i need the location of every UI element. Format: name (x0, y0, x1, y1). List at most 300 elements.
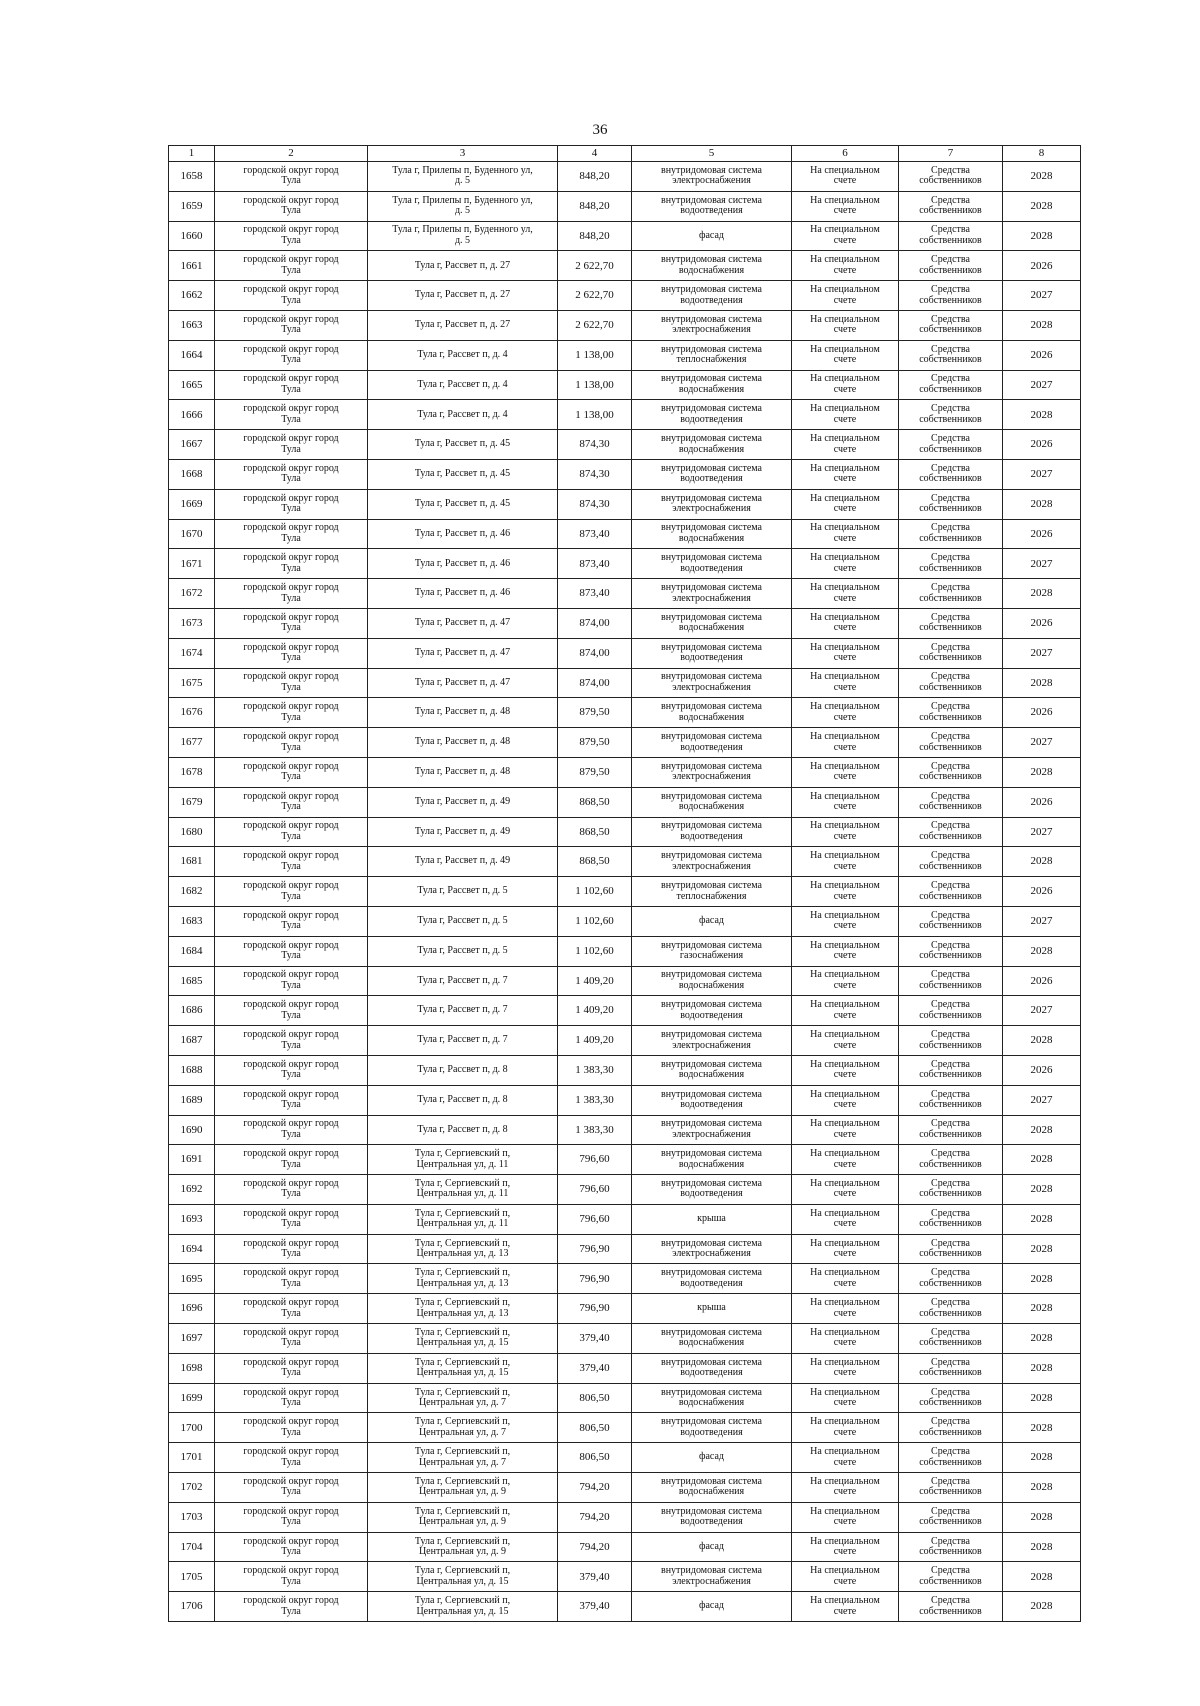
cell-text: 1705 (180, 1570, 203, 1583)
area-cell (558, 847, 632, 877)
repair-schedule-table (168, 145, 1081, 1622)
municipality-cell (215, 281, 368, 311)
cell-text: внутридомовая система электроснабжения (660, 1118, 762, 1140)
funding-source-cell (899, 1264, 1003, 1294)
address-cell (368, 996, 558, 1026)
cell-text: Средства собственников (919, 1148, 982, 1170)
cell-text: 2028 (1030, 766, 1053, 779)
cell-text: 2028 (1030, 1362, 1053, 1375)
address-cell (368, 698, 558, 728)
cell-text: городской округ город Тула (243, 999, 339, 1021)
cell-text: На специальном счете (810, 909, 880, 932)
cell-text: Тула г, Сергиевский п, Центральная ул, д. 9 (414, 1475, 511, 1498)
account-method-cell (792, 1055, 899, 1085)
cell-text: Тула г, Рассвет п, д. 46 (414, 527, 511, 539)
year-cell (1003, 1353, 1081, 1383)
cell-text: Средства собственников (919, 1029, 982, 1051)
area-cell (558, 1175, 632, 1205)
table-row (169, 162, 1081, 192)
row-number-cell (169, 847, 215, 877)
cell-text: На специальном счете (810, 522, 880, 544)
table-row (169, 1383, 1081, 1413)
column-header: 8 (1003, 146, 1081, 162)
work-type-cell (632, 1145, 792, 1175)
cell-text: 1672 (180, 587, 203, 600)
column-header: 5 (632, 146, 792, 162)
cell-text: Средства собственников (919, 701, 982, 723)
work-type-cell (632, 1443, 792, 1473)
account-method-cell (792, 966, 899, 996)
work-type-cell (632, 906, 792, 936)
work-type-cell (632, 251, 792, 281)
area-cell (558, 936, 632, 966)
cell-text: фасад (698, 1540, 724, 1552)
address-cell (368, 340, 558, 370)
cell-text: 1 102,60 (575, 885, 614, 898)
account-method-cell (792, 608, 899, 638)
year-cell (1003, 400, 1081, 430)
cell-text: 2 622,70 (575, 259, 614, 272)
cell-text: 2026 (1030, 527, 1053, 540)
row-number-cell (169, 1502, 215, 1532)
cell-text: На специальном счете (810, 1565, 880, 1587)
cell-text: городской округ город Тула (243, 552, 339, 574)
account-method-cell (792, 728, 899, 758)
cell-text: На специальном счете (810, 1475, 880, 1498)
cell-text: 2028 (1030, 1213, 1053, 1226)
work-type-cell (632, 1532, 792, 1562)
cell-text: 2028 (1030, 1272, 1053, 1285)
row-number-cell (169, 1175, 215, 1205)
funding-source-cell (899, 1055, 1003, 1085)
account-method-cell (792, 1115, 899, 1145)
cell-text: Средства собственников (919, 1058, 982, 1081)
cell-text: 1 409,20 (575, 1004, 614, 1017)
cell-text: На специальном счете (810, 671, 880, 693)
work-type-cell (632, 221, 792, 251)
row-number-cell (169, 1592, 215, 1622)
cell-text: Средства собственников (919, 164, 982, 187)
area-cell (558, 489, 632, 519)
address-cell (368, 1473, 558, 1503)
table-row (169, 1055, 1081, 1085)
cell-text: внутридомовая система газоснабжения (660, 939, 762, 962)
cell-text: 796,90 (579, 1302, 610, 1315)
table-row (169, 459, 1081, 489)
cell-text: 1692 (180, 1183, 203, 1196)
year-cell (1003, 1294, 1081, 1324)
row-number-cell (169, 638, 215, 668)
address-cell (368, 400, 558, 430)
table-row (169, 579, 1081, 609)
funding-source-cell (899, 1204, 1003, 1234)
address-cell (368, 251, 558, 281)
cell-text: 2026 (1030, 348, 1053, 361)
cell-text: внутридомовая система водоснабжения (660, 969, 762, 991)
address-cell (368, 608, 558, 638)
account-method-cell (792, 400, 899, 430)
cell-text: На специальном счете (810, 790, 880, 813)
area-cell (558, 459, 632, 489)
cell-text: 796,60 (579, 1213, 610, 1226)
account-method-cell (792, 1264, 899, 1294)
cell-text: Средства собственников (919, 1565, 982, 1587)
cell-text: На специальном счете (810, 313, 880, 336)
account-method-cell (792, 549, 899, 579)
year-cell (1003, 1145, 1081, 1175)
municipality-cell (215, 191, 368, 221)
cell-text: 874,00 (579, 676, 610, 689)
address-cell (368, 191, 558, 221)
cell-text: городской округ город Тула (243, 343, 339, 366)
cell-text: 2028 (1030, 1511, 1053, 1523)
address-cell (368, 757, 558, 787)
row-number-cell (169, 906, 215, 936)
municipality-cell (215, 1026, 368, 1056)
cell-text: 2028 (1030, 1481, 1053, 1494)
year-cell (1003, 162, 1081, 192)
cell-text: 794,20 (579, 1481, 610, 1494)
address-cell (368, 817, 558, 847)
funding-source-cell (899, 1175, 1003, 1205)
address-cell (368, 906, 558, 936)
table-row (169, 847, 1081, 877)
funding-source-cell (899, 579, 1003, 609)
cell-text: 1699 (180, 1391, 203, 1404)
cell-text: 1 383,30 (575, 1093, 614, 1106)
funding-source-cell (899, 638, 1003, 668)
table-row (169, 370, 1081, 400)
cell-text: городской округ город Тула (243, 790, 339, 813)
cell-text: Тула г, Рассвет п, д. 47 (414, 617, 511, 629)
year-cell (1003, 1592, 1081, 1622)
table-row (169, 1175, 1081, 1205)
cell-text: Средства собственников (919, 1535, 982, 1558)
work-type-cell (632, 608, 792, 638)
account-method-cell (792, 1502, 899, 1532)
cell-text: 1687 (180, 1034, 203, 1047)
cell-text: городской округ город Тула (243, 462, 339, 485)
year-cell (1003, 1055, 1081, 1085)
municipality-cell (215, 1145, 368, 1175)
table-row (169, 966, 1081, 996)
row-number-cell (169, 459, 215, 489)
municipality-cell (215, 430, 368, 460)
column-header: 6 (792, 146, 899, 162)
cell-text: 2027 (1030, 468, 1053, 481)
row-number-cell (169, 251, 215, 281)
area-cell (558, 787, 632, 817)
year-cell (1003, 1324, 1081, 1354)
year-cell (1003, 1204, 1081, 1234)
cell-text: 1671 (180, 557, 203, 570)
municipality-cell (215, 489, 368, 519)
cell-text: 2026 (1030, 795, 1053, 808)
cell-text: Тула г, Сергиевский п, Центральная ул, д. 11 (414, 1148, 511, 1170)
year-cell (1003, 877, 1081, 907)
cell-text: внутридомовая система электроснабжения (660, 1565, 762, 1587)
cell-text: Тула г, Рассвет п, д. 4 (417, 378, 508, 390)
cell-text: внутридомовая система водоснабжения (660, 790, 762, 813)
address-cell (368, 1145, 558, 1175)
row-number-cell (169, 1413, 215, 1443)
work-type-cell (632, 1383, 792, 1413)
cell-text: На специальном счете (810, 1595, 880, 1617)
cell-text: 848,20 (579, 170, 610, 183)
address-cell (368, 489, 558, 519)
account-method-cell (792, 787, 899, 817)
cell-text: 1664 (180, 348, 203, 361)
year-cell (1003, 221, 1081, 251)
area-cell (558, 1294, 632, 1324)
work-type-cell (632, 1473, 792, 1503)
cell-text: 379,40 (579, 1600, 610, 1613)
cell-text: Средства собственников (919, 313, 982, 336)
cell-text: 1662 (180, 289, 203, 302)
column-header: 7 (899, 146, 1003, 162)
table-body (169, 162, 1081, 1622)
year-cell (1003, 608, 1081, 638)
cell-text: 1683 (180, 915, 203, 928)
account-method-cell (792, 847, 899, 877)
cell-text: 1665 (180, 378, 203, 391)
work-type-cell (632, 579, 792, 609)
cell-text: 2028 (1030, 319, 1053, 332)
funding-source-cell (899, 1473, 1003, 1503)
cell-text: 2028 (1030, 408, 1053, 421)
municipality-cell (215, 936, 368, 966)
page-number: 36 (592, 122, 608, 138)
cell-text: Тула г, Прилепы п, Буденного ул, д. 5 (392, 164, 533, 187)
account-method-cell (792, 906, 899, 936)
cell-text: Тула г, Рассвет п, д. 49 (414, 795, 511, 807)
cell-text: Средства собственников (919, 671, 982, 693)
area-cell (558, 906, 632, 936)
cell-text: 2026 (1030, 617, 1053, 630)
cell-text: Тула г, Рассвет п, д. 5 (417, 915, 508, 927)
address-cell (368, 1532, 558, 1562)
municipality-cell (215, 1175, 368, 1205)
table-row (169, 757, 1081, 787)
cell-text: городской округ город Тула (243, 1058, 339, 1081)
cell-text: внутридомовая система электроснабжения (660, 1237, 762, 1260)
area-cell (558, 1234, 632, 1264)
cell-text: 1658 (180, 170, 203, 183)
cell-text: 806,50 (579, 1421, 610, 1434)
work-type-cell (632, 847, 792, 877)
work-type-cell (632, 191, 792, 221)
year-cell (1003, 1234, 1081, 1264)
cell-text: 874,00 (579, 617, 610, 630)
cell-text: городской округ город Тула (243, 1148, 339, 1170)
municipality-cell (215, 1324, 368, 1354)
table-row (169, 489, 1081, 519)
area-cell (558, 638, 632, 668)
cell-text: На специальном счете (810, 701, 880, 723)
cell-text: 1 383,30 (575, 1064, 614, 1077)
cell-text: На специальном счете (810, 1297, 880, 1319)
address-cell (368, 1175, 558, 1205)
account-method-cell (792, 1085, 899, 1115)
cell-text: городской округ город Тула (243, 582, 339, 604)
cell-text: Тула г, Рассвет п, д. 49 (414, 855, 511, 867)
account-method-cell (792, 310, 899, 340)
cell-text: 1661 (180, 259, 203, 272)
cell-text: внутридомовая система водоснабжения (660, 373, 762, 395)
table-row (169, 1264, 1081, 1294)
cell-text: Тула г, Сергиевский п, Центральная ул, д. 11 (414, 1177, 511, 1200)
cell-text: 2026 (1030, 885, 1053, 898)
cell-text: 1689 (180, 1093, 203, 1106)
cell-text: 2026 (1030, 438, 1053, 451)
work-type-cell (632, 1234, 792, 1264)
cell-text: 2028 (1030, 1242, 1053, 1255)
cell-text: 1678 (180, 766, 203, 779)
work-type-cell (632, 757, 792, 787)
cell-text: 1679 (180, 795, 203, 808)
cell-text: городской округ город Тула (243, 1535, 339, 1558)
cell-text: На специальном счете (810, 1088, 880, 1111)
cell-text: городской округ город Тула (243, 1446, 339, 1468)
municipality-cell (215, 1085, 368, 1115)
year-cell (1003, 698, 1081, 728)
account-method-cell (792, 1413, 899, 1443)
cell-text: городской округ город Тула (243, 1297, 339, 1319)
address-cell (368, 310, 558, 340)
account-method-cell (792, 1175, 899, 1205)
municipality-cell (215, 221, 368, 251)
cell-text: 874,30 (579, 468, 610, 481)
row-number-cell (169, 787, 215, 817)
cell-text: На специальном счете (810, 254, 880, 276)
address-cell (368, 1383, 558, 1413)
cell-text: 1688 (180, 1064, 203, 1077)
area-cell (558, 996, 632, 1026)
year-cell (1003, 1264, 1081, 1294)
account-method-cell (792, 1562, 899, 1592)
cell-text: На специальном счете (810, 1386, 880, 1409)
row-number-cell (169, 579, 215, 609)
cell-text: 1675 (180, 676, 203, 689)
area-cell (558, 1473, 632, 1503)
cell-text: городской округ город Тула (243, 760, 339, 783)
area-cell (558, 1264, 632, 1294)
cell-text: внутридомовая система водоснабжения (660, 611, 762, 634)
cell-text: На специальном счете (810, 164, 880, 187)
cell-text: городской округ город Тула (243, 194, 339, 217)
cell-text: 1698 (180, 1362, 203, 1375)
account-method-cell (792, 877, 899, 907)
municipality-cell (215, 787, 368, 817)
cell-text: 2028 (1030, 676, 1053, 689)
cell-text: внутридомовая система водоснабжения (660, 1326, 762, 1349)
cell-text: внутридомовая система водоотведения (660, 641, 762, 664)
cell-text: Тула г, Рассвет п, д. 48 (414, 706, 511, 718)
year-cell (1003, 757, 1081, 787)
municipality-cell (215, 1353, 368, 1383)
work-type-cell (632, 489, 792, 519)
cell-text: На специальном счете (810, 284, 880, 306)
row-number-cell (169, 936, 215, 966)
account-method-cell (792, 698, 899, 728)
row-number-cell (169, 310, 215, 340)
cell-text: Тула г, Рассвет п, д. 45 (414, 497, 511, 509)
work-type-cell (632, 1592, 792, 1622)
table-row (169, 1145, 1081, 1175)
cell-text: 1659 (180, 199, 203, 212)
year-cell (1003, 1413, 1081, 1443)
cell-text: 2028 (1030, 1421, 1053, 1434)
cell-text: фасад (698, 915, 724, 927)
funding-source-cell (899, 549, 1003, 579)
cell-text: внутридомовая система водоотведения (660, 1267, 762, 1289)
cell-text: На специальном счете (810, 373, 880, 395)
cell-text: Средства собственников (919, 1475, 982, 1498)
row-number-cell (169, 877, 215, 907)
work-type-cell (632, 668, 792, 698)
cell-text: 1674 (180, 646, 203, 659)
cell-text: городской округ город Тула (243, 1088, 339, 1111)
cell-text: На специальном счете (810, 403, 880, 425)
cell-text: Средства собственников (919, 611, 982, 634)
row-number-cell (169, 400, 215, 430)
municipality-cell (215, 817, 368, 847)
cell-text: Тула г, Сергиевский п, Центральная ул, д. 13 (414, 1237, 511, 1260)
row-number-cell (169, 1532, 215, 1562)
cell-text: Тула г, Рассвет п, д. 48 (414, 736, 511, 748)
cell-text: 2028 (1030, 1600, 1053, 1613)
account-method-cell (792, 668, 899, 698)
address-cell (368, 549, 558, 579)
cell-text: 1670 (180, 527, 203, 540)
cell-text: Средства собственников (919, 403, 982, 425)
area-cell (558, 251, 632, 281)
cell-text: 2028 (1030, 855, 1053, 868)
account-method-cell (792, 1234, 899, 1264)
cell-text: Средства собственников (919, 731, 982, 753)
account-method-cell (792, 430, 899, 460)
municipality-cell (215, 638, 368, 668)
cell-text: Тула г, Рассвет п, д. 8 (417, 1123, 508, 1135)
cell-text: городской округ город Тула (243, 1237, 339, 1260)
row-number-cell (169, 1085, 215, 1115)
area-cell (558, 430, 632, 460)
address-cell (368, 1294, 558, 1324)
cell-text: На специальном счете (810, 1148, 880, 1170)
row-number-cell (169, 1145, 215, 1175)
cell-text: Средства собственников (919, 1446, 982, 1468)
cell-text: внутридомовая система водоснабжения (660, 1386, 762, 1409)
cell-text: Тула г, Рассвет п, д. 47 (414, 646, 511, 658)
year-cell (1003, 1175, 1081, 1205)
row-number-cell (169, 1562, 215, 1592)
row-number-cell (169, 1324, 215, 1354)
cell-text: Средства собственников (919, 1207, 982, 1230)
cell-text: внутридомовая система водоснабжения (660, 1475, 762, 1498)
funding-source-cell (899, 1443, 1003, 1473)
cell-text: городской округ город Тула (243, 1386, 339, 1409)
table-row (169, 1294, 1081, 1324)
municipality-cell (215, 251, 368, 281)
account-method-cell (792, 370, 899, 400)
funding-source-cell (899, 400, 1003, 430)
cell-text: На специальном счете (810, 1118, 880, 1140)
cell-text: городской округ город Тула (243, 373, 339, 395)
year-cell (1003, 936, 1081, 966)
table-row (169, 251, 1081, 281)
row-number-cell (169, 1443, 215, 1473)
municipality-cell (215, 579, 368, 609)
